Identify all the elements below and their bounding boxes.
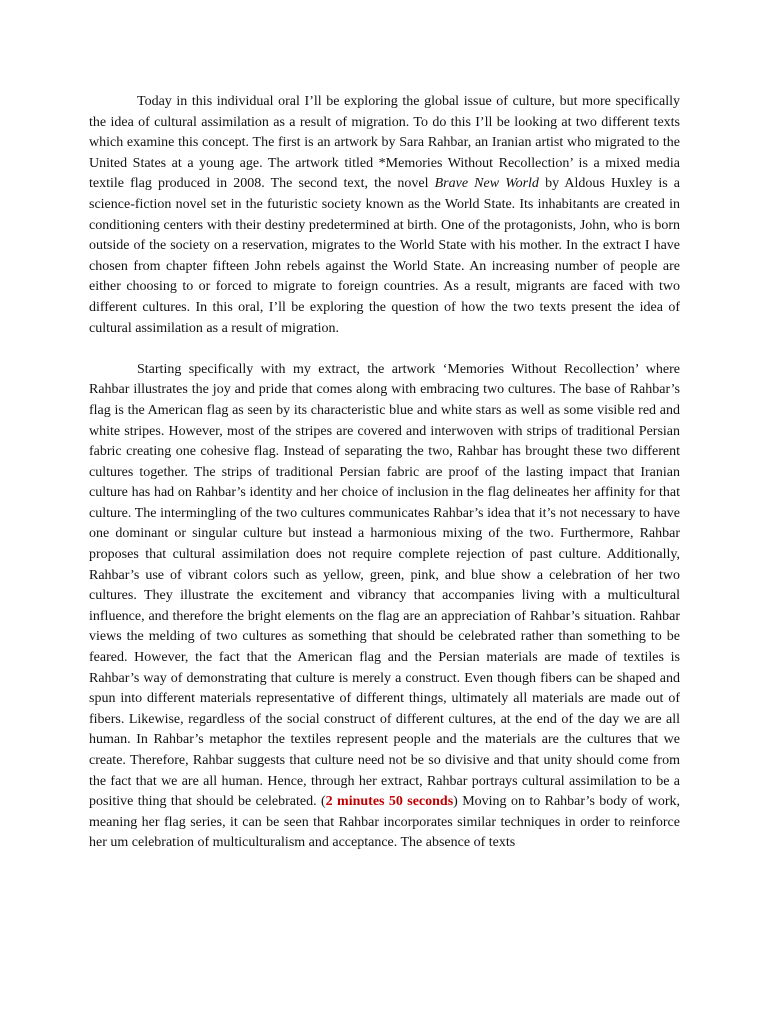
- novel-title: Brave New World: [434, 176, 539, 192]
- intro-text-part-1: Today in this individual oral I’ll be exploring the global issue of culture, but more specifically the idea of cultural assimilation as a result of migration. To do this I’ll be looking at two different texts which examine this concept. The first is an artwork by Sara Rahbar, an Iranian artist who migrated to the United States at a young age. The artwork titled *Memories Without Recollection’ is a mixed media textile flag produced in 2008. The second text, the novel: [89, 94, 680, 192]
- analysis-text-part-1: Starting specifically with my extract, the artwork ‘Memories Without Recollection’ where Rahbar illustrates the joy and pride that comes along with embracing two cultures. The base of Rahbar’s flag is the American flag as seen by its characteristic blue and white stars as well as some visible red and white stripes. However, most of the stripes are covered and interwoven with strips of traditional Persian fabric creating one cohesive flag. Instead of separating the two, Rahbar has brought these two different cultures together. The strips of traditional Persian fabric are proof of the lasting impact that Iranian culture has had on Rahbar’s identity and her choice of inclusion in the flag delineates her affinity for that culture. The intermingling of the two cultures communicates Rahbar’s idea that it’s not necessary to have one dominant or singular culture but instead a harmonious mixing of the two. Furthermore, Rahbar proposes that cultural assimilation does not require complete rejection of past culture. Additionally, Rahbar’s use of vibrant colors such as yellow, green, pink, and blue show a celebration of her two cultures. They illustrate the excitement and vibrancy that accompanies living with a multicultural influence, and therefore the bright elements on the flag are an appreciation of Rahbar’s situation. Rahbar views the melding of two cultures as something that should be celebrated rather than something to be feared. However, the fact that the American flag and the Persian materials are made of textiles is Rahbar’s way of demonstrating that culture is merely a construct. Even though fibers can be shaped and spun into different materials representative of different things, ultimately all materials are made out of fibers. Likewise, regardless of the social construct of different cultures, at the end of the day we are all human. In Rahbar’s metaphor the textiles represent people and the materials are the cultures that we create. Therefore, Rahbar suggests that culture need not be so divisive and that unity should come from the fact that we are all human. Hence, through her extract, Rahbar portrays cultural assimilation to be a positive thing that should be celebrated. (: [89, 361, 680, 810]
- paragraph-analysis: [89, 360, 680, 854]
- time-marker: 2 minutes 50 seconds: [325, 794, 454, 810]
- analysis-text-part-2: ) Moving on to Rahbar’s body of work, meaning her flag series, it can be seen that Rahbar incorporates similar techniques in order to reinforce her um celebration of multiculturalism and acceptance. The absence of texts: [89, 794, 680, 851]
- paragraph-introduction: [89, 92, 680, 339]
- intro-text-part-2: by Aldous Huxley is a science-fiction novel set in the futuristic society known as the World State. Its inhabitants are created in conditioning centers with their destiny predetermined at birth. One of the protagonists, John, who is born outside of the society on a reservation, migrates to the World State with his mother. In the extract I have chosen from chapter fifteen John rebels against the World State. An increasing number of people are either choosing to or forced to migrate to foreign countries. As a result, migrants are faced with two different cultures. In this oral, I’ll be exploring the question of how the two texts present the idea of cultural assimilation as a result of migration.: [89, 176, 681, 336]
